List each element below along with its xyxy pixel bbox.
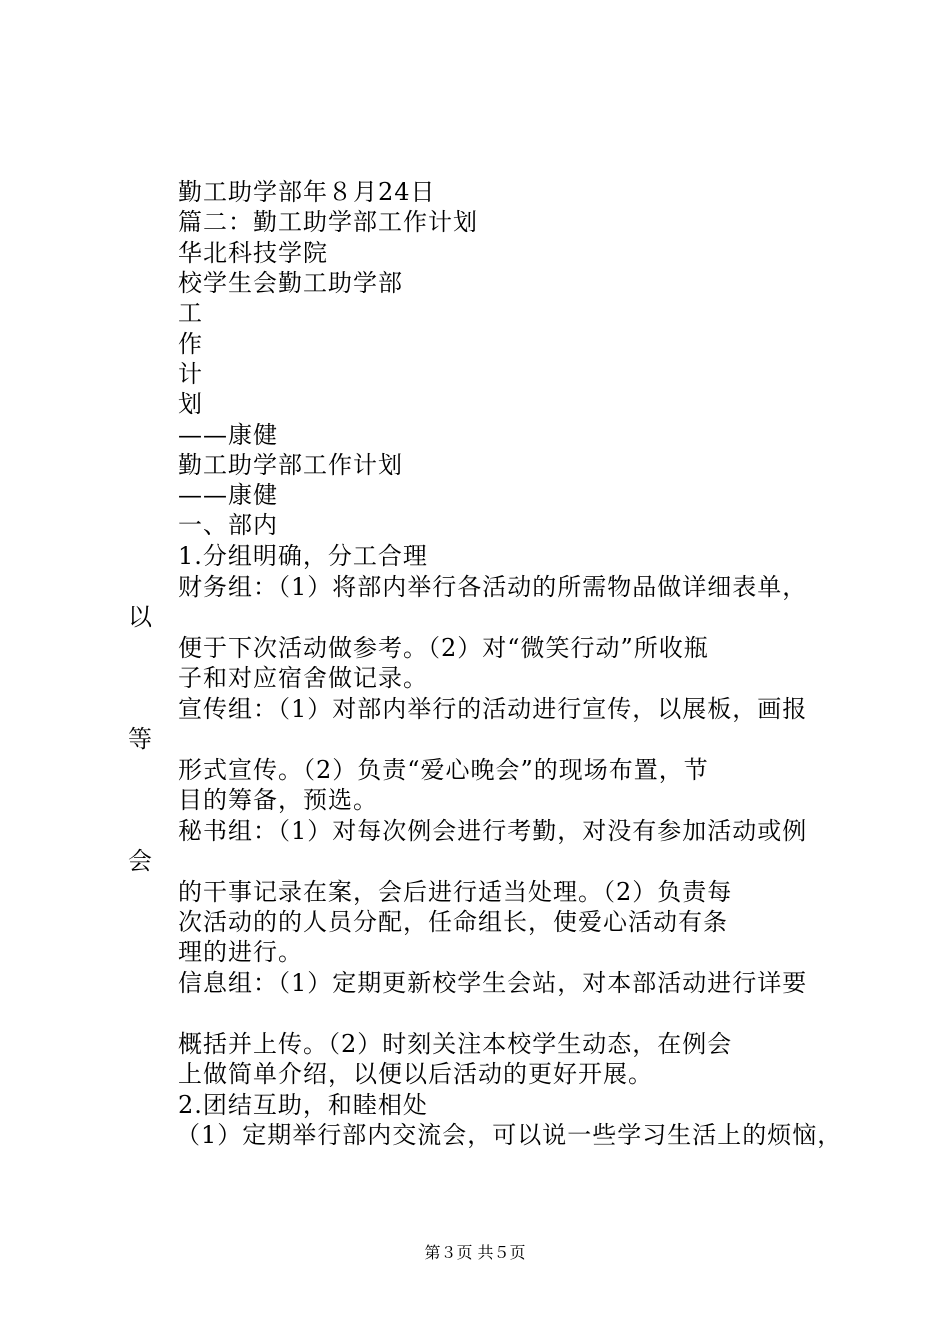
text-line-department: 校学生会勤工助学部 bbox=[178, 269, 403, 297]
text-line: 上做简单介绍，以便以后活动的更好开展。 bbox=[178, 1060, 653, 1088]
text-line: 的干事记录在案，会后进行适当处理。（2）负责每 bbox=[178, 878, 733, 906]
text-line-plan-title: 勤工助学部工作计划 bbox=[178, 451, 403, 479]
text-line-info-group: 信息组：（1）定期更新校学生会站，对本部活动进行详要 bbox=[178, 969, 808, 997]
text-line: 概括并上传。（2）时刻关注本校学生动态，在例会 bbox=[178, 1030, 733, 1058]
page-footer: 第３页 共５页 bbox=[424, 1243, 526, 1262]
text-line-publicity-group: 宣传组：（1）对部内举行的活动进行宣传，以展板，画报 bbox=[178, 695, 808, 723]
text-line: 理的进行。 bbox=[178, 938, 303, 966]
text-line-subheading-1: 1.分组明确，分工合理 bbox=[178, 542, 428, 570]
text-line-vertical-2: 作 bbox=[178, 330, 203, 358]
text-line: 便于下次活动做参考。（2）对“微笑行动”所收瓶 bbox=[178, 634, 709, 662]
text-line: 形式宣传。（2）负责“爱心晚会”的现场布置，节 bbox=[178, 756, 709, 784]
text-line-vertical-4: 划 bbox=[178, 390, 203, 418]
text-line-secretary-group: 秘书组：（1）对每次例会进行考勤，对没有参加活动或例 bbox=[178, 817, 808, 845]
text-line-heading-1: 一、部内 bbox=[178, 511, 278, 539]
text-line-school: 华北科技学院 bbox=[178, 239, 328, 267]
text-line-vertical-3: 计 bbox=[178, 360, 203, 388]
text-line: 次活动的的人员分配，任命组长，使爱心活动有条 bbox=[178, 908, 728, 936]
text-line-vertical-1: 工 bbox=[178, 299, 203, 327]
text-line: （1）定期举行部内交流会，可以说一些学习生活上的烦恼， bbox=[176, 1121, 843, 1149]
text-line-date: 勤工助学部年８月24日 bbox=[178, 178, 436, 206]
text-line-author-2: ——康健 bbox=[178, 481, 278, 509]
text-line-section-title: 篇二：勤工助学部工作计划 bbox=[178, 208, 478, 236]
text-line-author: ——康健 bbox=[178, 421, 278, 449]
text-line: 子和对应宿舍做记录。 bbox=[178, 664, 428, 692]
text-line-finance-group: 财务组：（1）将部内举行各活动的所需物品做详细表单， bbox=[178, 573, 808, 601]
text-line: 目的筹备，预选。 bbox=[178, 786, 378, 814]
text-line-wrap: 以 bbox=[128, 603, 153, 631]
text-line-wrap: 会 bbox=[128, 847, 153, 875]
text-line-subheading-2: 2.团结互助，和睦相处 bbox=[178, 1091, 428, 1119]
text-line-wrap: 等 bbox=[128, 725, 153, 753]
